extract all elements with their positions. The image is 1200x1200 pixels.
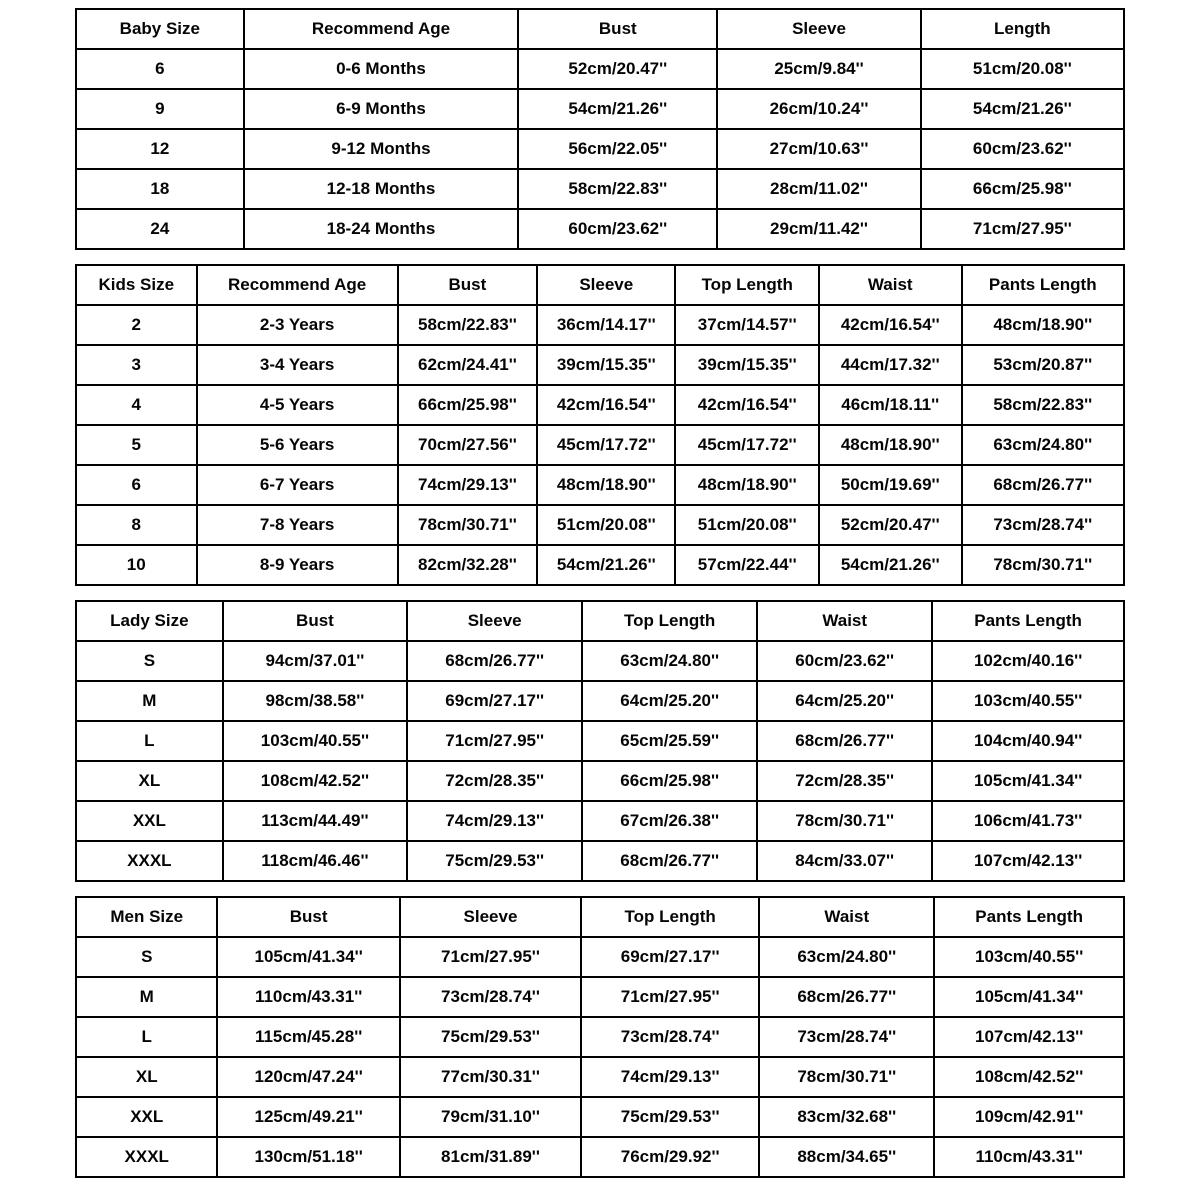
table-cell: 48cm/18.90'' [537, 465, 675, 505]
table-cell: 72cm/28.35'' [407, 761, 582, 801]
table-cell: 107cm/42.13'' [934, 1017, 1124, 1057]
table-cell: 74cm/29.13'' [407, 801, 582, 841]
column-header: Baby Size [76, 9, 244, 49]
table-cell: 4-5 Years [197, 385, 398, 425]
table-cell: 66cm/25.98'' [582, 761, 757, 801]
table-row [76, 681, 1124, 721]
column-header: Top Length [582, 601, 757, 641]
header-row [76, 897, 1124, 937]
table-cell: 18-24 Months [244, 209, 519, 249]
table-row [76, 641, 1124, 681]
table-row [76, 721, 1124, 761]
column-header: Bust [217, 897, 399, 937]
table-cell: 12-18 Months [244, 169, 519, 209]
table-cell: 78cm/30.71'' [398, 505, 537, 545]
size-label-cell: XL [76, 1057, 217, 1097]
table-cell: 78cm/30.71'' [757, 801, 932, 841]
table-cell: 83cm/32.68'' [759, 1097, 934, 1137]
size-label-cell: XXXL [76, 1137, 217, 1177]
table-cell: 69cm/27.17'' [407, 681, 582, 721]
table-cell: 8-9 Years [197, 545, 398, 585]
table-cell: 108cm/42.52'' [934, 1057, 1124, 1097]
table-cell: 57cm/22.44'' [675, 545, 819, 585]
column-header: Sleeve [407, 601, 582, 641]
table-row [76, 49, 1124, 89]
size-label-cell: M [76, 681, 223, 721]
table-cell: 71cm/27.95'' [921, 209, 1124, 249]
table-cell: 73cm/28.74'' [759, 1017, 934, 1057]
table-row [76, 129, 1124, 169]
size-label-cell: 24 [76, 209, 244, 249]
table-cell: 102cm/40.16'' [932, 641, 1124, 681]
table-cell: 105cm/41.34'' [934, 977, 1124, 1017]
table-cell: 94cm/37.01'' [223, 641, 407, 681]
table-cell: 68cm/26.77'' [759, 977, 934, 1017]
table-cell: 52cm/20.47'' [518, 49, 717, 89]
table-cell: 76cm/29.92'' [581, 1137, 759, 1177]
column-header: Length [921, 9, 1124, 49]
table-cell: 79cm/31.10'' [400, 1097, 581, 1137]
table-cell: 42cm/16.54'' [675, 385, 819, 425]
table-row [76, 977, 1124, 1017]
table-row [76, 1097, 1124, 1137]
table-cell: 56cm/22.05'' [518, 129, 717, 169]
table-cell: 73cm/28.74'' [581, 1017, 759, 1057]
column-header: Pants Length [962, 265, 1125, 305]
column-header: Waist [759, 897, 934, 937]
table-row [76, 465, 1124, 505]
table-cell: 58cm/22.83'' [962, 385, 1125, 425]
column-header: Bust [223, 601, 407, 641]
table-cell: 75cm/29.53'' [407, 841, 582, 881]
table-cell: 73cm/28.74'' [400, 977, 581, 1017]
column-header: Recommend Age [244, 9, 519, 49]
table-cell: 104cm/40.94'' [932, 721, 1124, 761]
table-cell: 88cm/34.65'' [759, 1137, 934, 1177]
table-cell: 78cm/30.71'' [759, 1057, 934, 1097]
table-cell: 109cm/42.91'' [934, 1097, 1124, 1137]
table-cell: 42cm/16.54'' [537, 385, 675, 425]
table-cell: 103cm/40.55'' [223, 721, 407, 761]
lady-size-table [75, 600, 1125, 882]
table-cell: 130cm/51.18'' [217, 1137, 399, 1177]
column-header: Bust [398, 265, 537, 305]
table-cell: 45cm/17.72'' [675, 425, 819, 465]
table-cell: 48cm/18.90'' [962, 305, 1125, 345]
header-row [76, 265, 1124, 305]
table-cell: 48cm/18.90'' [819, 425, 962, 465]
table-cell: 120cm/47.24'' [217, 1057, 399, 1097]
size-label-cell: M [76, 977, 217, 1017]
column-header: Men Size [76, 897, 217, 937]
table-cell: 42cm/16.54'' [819, 305, 962, 345]
size-label-cell: 6 [76, 465, 197, 505]
table-cell: 54cm/21.26'' [921, 89, 1124, 129]
header-row [76, 9, 1124, 49]
table-cell: 66cm/25.98'' [921, 169, 1124, 209]
table-cell: 105cm/41.34'' [217, 937, 399, 977]
table-cell: 68cm/26.77'' [407, 641, 582, 681]
table-row [76, 305, 1124, 345]
table-row [76, 1017, 1124, 1057]
table-row [76, 761, 1124, 801]
table-row [76, 1137, 1124, 1177]
column-header: Lady Size [76, 601, 223, 641]
table-cell: 2-3 Years [197, 305, 398, 345]
size-label-cell: S [76, 641, 223, 681]
column-header: Kids Size [76, 265, 197, 305]
table-cell: 70cm/27.56'' [398, 425, 537, 465]
table-cell: 54cm/21.26'' [518, 89, 717, 129]
table-cell: 106cm/41.73'' [932, 801, 1124, 841]
table-cell: 26cm/10.24'' [717, 89, 920, 129]
table-cell: 64cm/25.20'' [757, 681, 932, 721]
size-label-cell: 5 [76, 425, 197, 465]
column-header: Waist [757, 601, 932, 641]
column-header: Pants Length [932, 601, 1124, 641]
table-cell: 45cm/17.72'' [537, 425, 675, 465]
size-label-cell: 18 [76, 169, 244, 209]
table-cell: 60cm/23.62'' [757, 641, 932, 681]
size-label-cell: S [76, 937, 217, 977]
size-label-cell: XXL [76, 801, 223, 841]
table-cell: 81cm/31.89'' [400, 1137, 581, 1177]
table-cell: 72cm/28.35'' [757, 761, 932, 801]
table-row [76, 169, 1124, 209]
table-cell: 74cm/29.13'' [398, 465, 537, 505]
column-header: Sleeve [400, 897, 581, 937]
table-cell: 60cm/23.62'' [518, 209, 717, 249]
size-label-cell: L [76, 1017, 217, 1057]
table-cell: 5-6 Years [197, 425, 398, 465]
table-row [76, 89, 1124, 129]
table-cell: 68cm/26.77'' [962, 465, 1125, 505]
column-header: Bust [518, 9, 717, 49]
table-cell: 37cm/14.57'' [675, 305, 819, 345]
table-cell: 58cm/22.83'' [518, 169, 717, 209]
table-cell: 84cm/33.07'' [757, 841, 932, 881]
table-cell: 75cm/29.53'' [581, 1097, 759, 1137]
column-header: Recommend Age [197, 265, 398, 305]
size-label-cell: 2 [76, 305, 197, 345]
size-chart-page [75, 0, 1125, 1178]
header-row [76, 601, 1124, 641]
table-cell: 48cm/18.90'' [675, 465, 819, 505]
table-cell: 110cm/43.31'' [217, 977, 399, 1017]
table-cell: 54cm/21.26'' [537, 545, 675, 585]
table-cell: 63cm/24.80'' [962, 425, 1125, 465]
column-header: Sleeve [717, 9, 920, 49]
table-cell: 74cm/29.13'' [581, 1057, 759, 1097]
table-cell: 39cm/15.35'' [675, 345, 819, 385]
table-cell: 103cm/40.55'' [934, 937, 1124, 977]
kids-size-table [75, 264, 1125, 586]
table-cell: 66cm/25.98'' [398, 385, 537, 425]
table-cell: 3-4 Years [197, 345, 398, 385]
table-cell: 53cm/20.87'' [962, 345, 1125, 385]
table-cell: 67cm/26.38'' [582, 801, 757, 841]
table-row [76, 1057, 1124, 1097]
table-cell: 6-9 Months [244, 89, 519, 129]
table-cell: 71cm/27.95'' [400, 937, 581, 977]
column-header: Top Length [675, 265, 819, 305]
size-label-cell: 4 [76, 385, 197, 425]
table-cell: 77cm/30.31'' [400, 1057, 581, 1097]
table-cell: 73cm/28.74'' [962, 505, 1125, 545]
table-cell: 82cm/32.28'' [398, 545, 537, 585]
table-cell: 25cm/9.84'' [717, 49, 920, 89]
table-cell: 9-12 Months [244, 129, 519, 169]
table-cell: 46cm/18.11'' [819, 385, 962, 425]
table-cell: 28cm/11.02'' [717, 169, 920, 209]
table-row [76, 345, 1124, 385]
table-cell: 51cm/20.08'' [921, 49, 1124, 89]
table-cell: 75cm/29.53'' [400, 1017, 581, 1057]
table-cell: 68cm/26.77'' [757, 721, 932, 761]
table-cell: 29cm/11.42'' [717, 209, 920, 249]
table-cell: 78cm/30.71'' [962, 545, 1125, 585]
column-header: Waist [819, 265, 962, 305]
table-cell: 54cm/21.26'' [819, 545, 962, 585]
table-cell: 103cm/40.55'' [932, 681, 1124, 721]
size-label-cell: 9 [76, 89, 244, 129]
table-cell: 51cm/20.08'' [675, 505, 819, 545]
size-label-cell: XL [76, 761, 223, 801]
size-label-cell: 10 [76, 545, 197, 585]
table-cell: 64cm/25.20'' [582, 681, 757, 721]
table-cell: 7-8 Years [197, 505, 398, 545]
table-cell: 108cm/42.52'' [223, 761, 407, 801]
size-label-cell: 3 [76, 345, 197, 385]
size-label-cell: XXL [76, 1097, 217, 1137]
table-cell: 69cm/27.17'' [581, 937, 759, 977]
table-cell: 105cm/41.34'' [932, 761, 1124, 801]
table-cell: 107cm/42.13'' [932, 841, 1124, 881]
size-label-cell: L [76, 721, 223, 761]
table-cell: 63cm/24.80'' [582, 641, 757, 681]
table-cell: 110cm/43.31'' [934, 1137, 1124, 1177]
baby-size-table [75, 8, 1125, 250]
column-header: Sleeve [537, 265, 675, 305]
table-row [76, 505, 1124, 545]
table-cell: 52cm/20.47'' [819, 505, 962, 545]
table-cell: 36cm/14.17'' [537, 305, 675, 345]
table-cell: 62cm/24.41'' [398, 345, 537, 385]
table-cell: 27cm/10.63'' [717, 129, 920, 169]
table-cell: 63cm/24.80'' [759, 937, 934, 977]
size-label-cell: 8 [76, 505, 197, 545]
table-cell: 0-6 Months [244, 49, 519, 89]
table-cell: 98cm/38.58'' [223, 681, 407, 721]
table-cell: 118cm/46.46'' [223, 841, 407, 881]
table-cell: 65cm/25.59'' [582, 721, 757, 761]
table-cell: 39cm/15.35'' [537, 345, 675, 385]
column-header: Pants Length [934, 897, 1124, 937]
table-row [76, 425, 1124, 465]
size-label-cell: XXXL [76, 841, 223, 881]
table-cell: 58cm/22.83'' [398, 305, 537, 345]
size-label-cell: 6 [76, 49, 244, 89]
table-cell: 44cm/17.32'' [819, 345, 962, 385]
table-cell: 125cm/49.21'' [217, 1097, 399, 1137]
table-cell: 71cm/27.95'' [407, 721, 582, 761]
size-label-cell: 12 [76, 129, 244, 169]
table-cell: 71cm/27.95'' [581, 977, 759, 1017]
table-cell: 113cm/44.49'' [223, 801, 407, 841]
table-cell: 60cm/23.62'' [921, 129, 1124, 169]
table-row [76, 545, 1124, 585]
table-row [76, 937, 1124, 977]
table-row [76, 209, 1124, 249]
table-row [76, 385, 1124, 425]
table-cell: 6-7 Years [197, 465, 398, 505]
men-size-table [75, 896, 1125, 1178]
table-row [76, 801, 1124, 841]
table-cell: 115cm/45.28'' [217, 1017, 399, 1057]
table-row [76, 841, 1124, 881]
table-cell: 51cm/20.08'' [537, 505, 675, 545]
column-header: Top Length [581, 897, 759, 937]
table-cell: 50cm/19.69'' [819, 465, 962, 505]
table-cell: 68cm/26.77'' [582, 841, 757, 881]
